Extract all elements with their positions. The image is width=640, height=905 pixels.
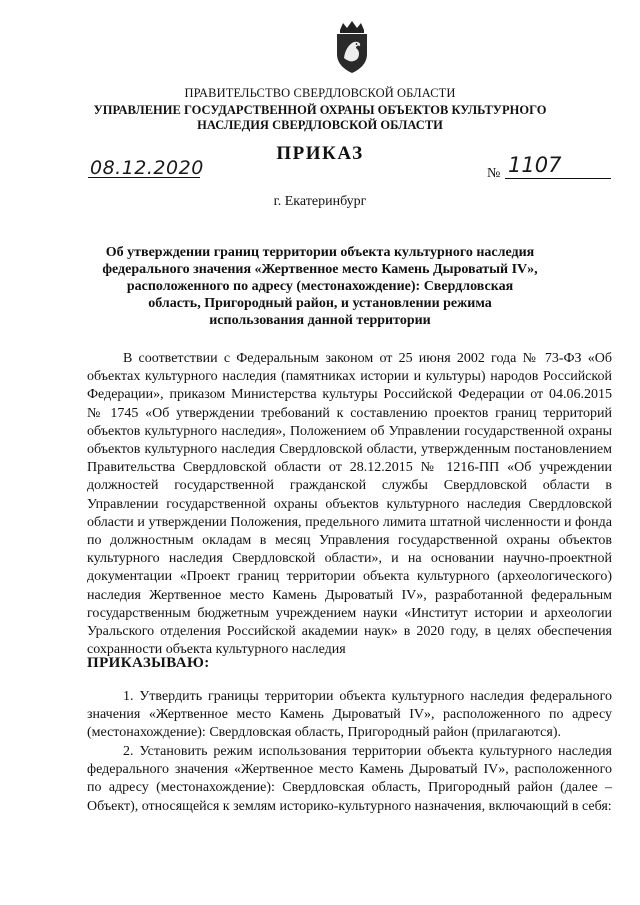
document-date: 08.12.2020	[90, 157, 204, 179]
government-name: ПРАВИТЕЛЬСТВО СВЕРДЛОВСКОЙ ОБЛАСТИ	[184, 86, 456, 100]
decree-word: ПРИКАЗЫВАЮ:	[87, 655, 210, 671]
document-type-title: ПРИКАЗ	[276, 143, 364, 164]
order-item-2: 2. Установить режим использования территории объекта культурного наследия федерального значения «Жертвенное место Камень Дыроватый IV», расположенного по адресу (местонахождение): Свердловская область, Пригородный район (далее – Объект), относящейся к землям историко-культурного назначения, включающий в себя:	[87, 744, 612, 814]
date-underline	[88, 177, 200, 178]
document-city: г. Екатеринбург	[273, 194, 367, 209]
document-number: 1107	[508, 153, 562, 177]
order-item-1: 1. Утвердить границы территории объекта культурного наследия федерального значения «Жертвенное место Камень Дыроватый IV», расположенного по адресу (местонахождение): Свердловская область, Пригородный район (прилагаются).	[87, 689, 612, 741]
number-sign: №	[487, 166, 501, 181]
number-underline	[505, 178, 611, 179]
department-name: УПРАВЛЕНИЕ ГОСУДАРСТВЕННОЙ ОХРАНЫ ОБЪЕКТОВ КУЛЬТУРНОГО НАСЛЕДИЯ СВЕРДЛОВСКОЙ ОБЛАСТИ	[93, 103, 547, 132]
coat-of-arms-icon	[332, 20, 372, 74]
document-subject: Об утверждении границ территории объекта культурного наследия федерального значения «Жертвенное место Камень Дыроватый IV», расположенного по адресу (местонахождение): Свердловская область, Пригородный район, и установлении режима использования данной территории	[102, 245, 538, 328]
preamble-paragraph: В соответствии с Федеральным законом от 25 июня 2002 года № 73-ФЗ «Об объектах культурного наследия (памятниках истории и культуры) народов Российской Федерации», приказом Министерства культуры Российской Федерации от 04.06.2015 № 1745 «Об утверждении требований к составлению проектов границ территорий объектов культурного наследия», Положением об Управлении государственной охраны объектов культурного наследия Свердловской области, утвержденным постановлением Правительства Свердловской области от 28.12.2015 № 1216-ПП «Об учреждении должностей государственной гражданской службы Свердловской области в Управлении государственной охраны объектов культурного наследия Свердловской области и утверждении Положения, предельного лимита штатной численности и фонда по должностным окладам в месяц Управления государственной охраны объектов культурного наследия Свердловской области», и на основании научно-проектной документации «Проект границ территории объекта культурного (археологического) наследия Жертвенное место Камень Дыроватый IV», разработанной федеральным государственным бюджетным учреждением науки «Институт истории и археологии Уральского отделения Российской академии наук» в 2020 году, в целях обеспечения сохранности объекта культурного наследия	[87, 351, 612, 658]
